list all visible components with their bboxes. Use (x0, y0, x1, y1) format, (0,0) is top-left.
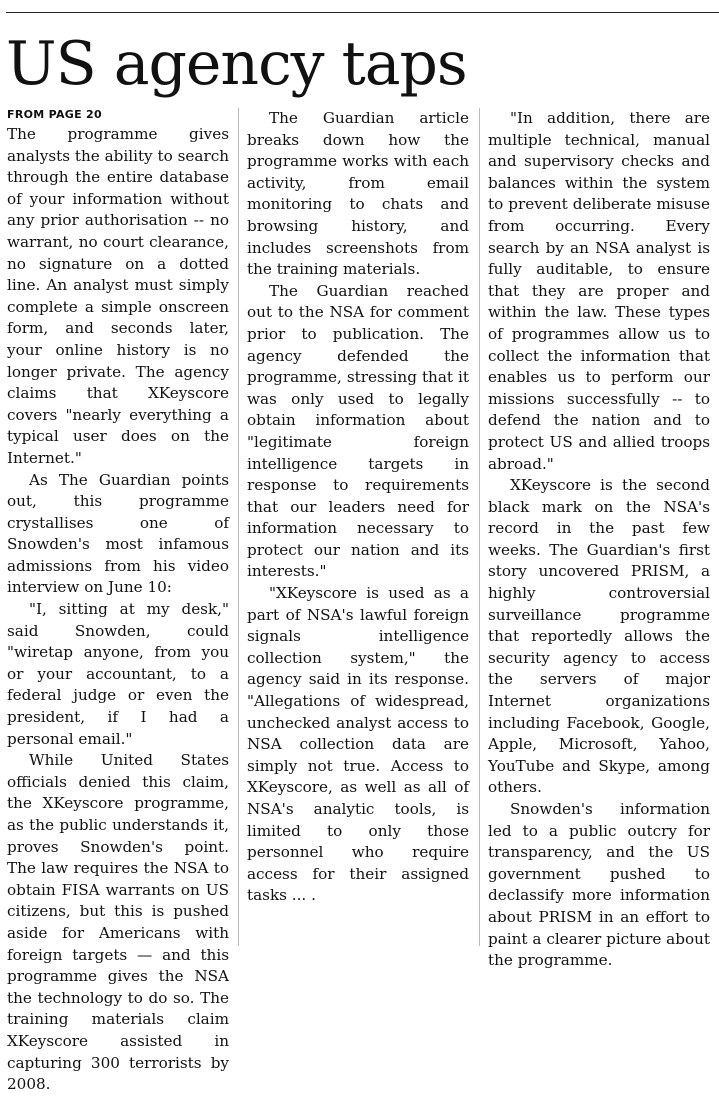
headline: US agency taps (6, 29, 467, 99)
paragraph: "I, sitting at my desk," said Snowden, could "wiretap anyone, from you or your accountant, to a federal judge or even the president, if I had a personal email." (7, 600, 229, 748)
paragraph: "In addition, there are multiple technical, manual and supervisory checks and balances within the system to prevent deliberate misuse from occurring. Every search by an NSA analyst is fully auditable, to ensure that they are proper and within the law. These types of programmes allow us to collect the information that enables us to perform our missions successfully -- to defend the nation and to protect US and allied troops abroad." (488, 109, 710, 473)
paragraph: "XKeyscore is used as a part of NSA's lawful foreign signals intelligence collection system," the agency said in its response. "Allegations of widespread, unchecked analyst access to NSA collection data are simply not true. Access to XKeyscore, as well as all of NSA's analytic tools, is limited to only those personnel who require access for their assigned tasks ... . (247, 584, 469, 905)
paragraph: The Guardian reached out to the NSA for comment prior to publication. The agency defended the programme, stressing that it was only used to legally obtain information about "legitimate foreign intelligence targets in response to requirements that our leaders need for information necessary to protect our nation and its interests." (247, 281, 469, 581)
paragraph: As The Guardian points out, this programme crystallises one of Snowden's most infamous admissions from his video interview on June 10: (7, 470, 229, 597)
column-1 (7, 108, 229, 1096)
column-2 (247, 108, 469, 907)
kicker: FROM PAGE 20 (7, 108, 102, 121)
column-divider (238, 108, 239, 946)
column-3 (488, 108, 710, 972)
paragraph: Snowden's information led to a public outcry for transparency, and the US government pushed to declassify more information about PRISM in an effort to paint a clearer picture about the programme. (488, 800, 710, 970)
paragraph: XKeyscore is the second black mark on the NSA's record in the past few weeks. The Guardian's first story uncovered PRISM, a highly controversial surveillance programme that reportedly allows the security agency to access the servers of major Internet organizations including Facebook, Google, Apple, Microsoft, Yahoo, YouTube and Skype, among others. (488, 476, 710, 797)
paragraph: The Guardian article breaks down how the programme works with each activity, from email monitoring to chats and browsing history, and includes screenshots from the training materials. (247, 109, 469, 279)
column-divider (479, 108, 480, 946)
paragraph: The programme gives analysts the ability to search through the entire database of your information without any prior authorisation -- no warrant, no court clearance, no signature on a dotted line. An analyst must simply complete a simple onscreen form, and seconds later, your online history is no longer private. The agency claims that XKeyscore covers "nearly everything a typical user does on the Internet." (7, 125, 229, 467)
top-rule (6, 12, 719, 13)
paragraph: While United States officials denied this claim, the XKeyscore programme, as the public understands it, proves Snowden's point. The law requires the NSA to obtain FISA warrants on US citizens, but this is pushed aside for Americans with foreign targets — and this programme gives the NSA the technology to do so. The training materials claim XKeyscore assisted in capturing 300 terrorists by 2008. (7, 751, 229, 1094)
